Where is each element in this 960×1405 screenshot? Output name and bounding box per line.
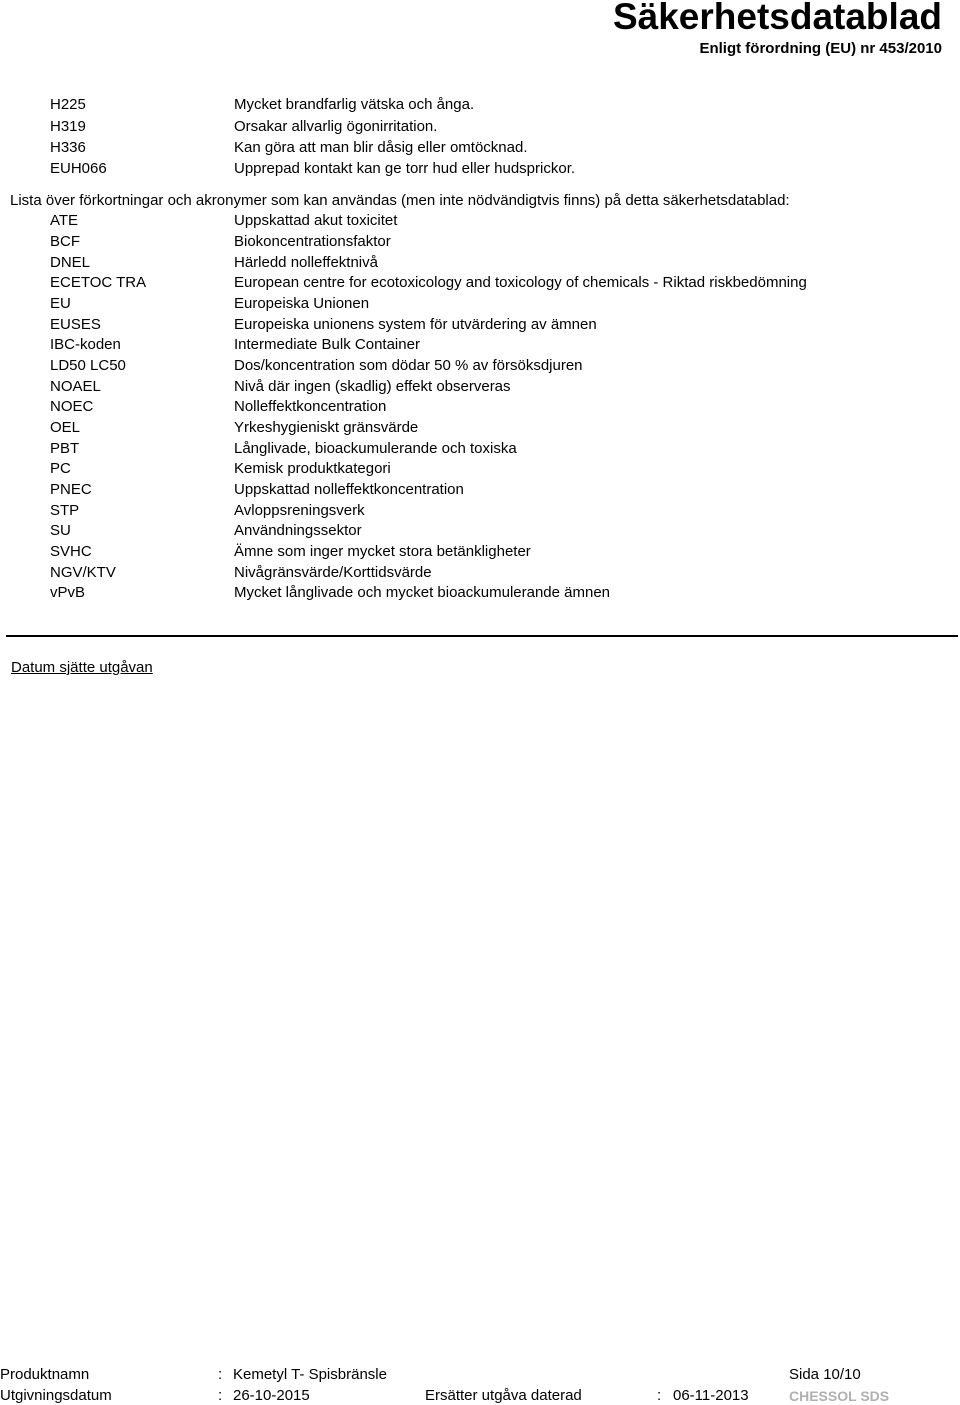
abbreviation-meaning: Intermediate Bulk Container	[234, 336, 420, 353]
replaces-date-value: 06-11-2013	[673, 1387, 749, 1404]
abbreviation-code: PNEC	[50, 481, 92, 498]
abbreviation-code: ECETOC TRA	[50, 274, 147, 291]
replaces-separator: :	[657, 1387, 662, 1404]
abbreviation-code: EUSES	[50, 316, 101, 333]
replaces-label: Ersätter utgåva daterad	[425, 1387, 582, 1404]
abbreviation-meaning: Europeiska Unionen	[234, 295, 370, 312]
abbreviation-meaning: Ämne som inger mycket stora betänkligheter	[234, 543, 531, 560]
product-name-value: Kemetyl T- Spisbränsle	[233, 1366, 387, 1383]
abbreviation-meaning: Kemisk produktkategori	[234, 460, 391, 477]
abbreviation-code: EU	[50, 295, 71, 312]
abbreviation-code: SU	[50, 522, 71, 539]
product-name-label: Produktnamn	[0, 1366, 90, 1383]
abbreviation-code: SVHC	[50, 543, 92, 560]
issue-date-separator: :	[218, 1387, 223, 1404]
abbreviation-code: BCF	[50, 233, 80, 250]
abbreviation-code: LD50 LC50	[50, 357, 126, 374]
abbreviation-meaning: Nivå där ingen (skadlig) effekt observeras	[234, 378, 511, 395]
h-statement-code: H319	[50, 118, 86, 135]
abbreviation-code: vPvB	[50, 584, 86, 601]
h-statement-code: H336	[50, 139, 86, 156]
abbreviation-meaning: Mycket långlivade och mycket bioackumulerande ämnen	[234, 584, 611, 601]
abbreviation-meaning: Dos/koncentration som dödar 50 % av försöksdjuren	[234, 357, 583, 374]
issue-date-value: 26-10-2015	[233, 1387, 310, 1404]
h-statement-text: Orsakar allvarlig ögonirritation.	[234, 118, 438, 135]
abbreviation-code: ATE	[50, 212, 79, 229]
abbreviation-meaning: Nivågränsvärde/Korttidsvärde	[234, 564, 432, 581]
h-statement-text: Upprepad kontakt kan ge torr hud eller hudsprickor.	[234, 160, 576, 177]
product-name-separator: :	[218, 1366, 223, 1383]
abbreviation-meaning: European centre for ecotoxicology and toxicology of chemicals - Riktad riskbedömning	[234, 274, 807, 291]
abbreviations-intro: Lista över förkortningar och akronymer som kan användas (men inte nödvändigtvis finns) på detta säkerhetsdatablad:	[10, 192, 790, 209]
abbreviation-meaning: Uppskattad nolleffektkoncentration	[234, 481, 464, 498]
h-statement-text: Mycket brandfarlig vätska och ånga.	[234, 96, 475, 113]
abbreviation-code: DNEL	[50, 254, 91, 271]
abbreviation-code: IBC-koden	[50, 336, 121, 353]
abbreviation-meaning: Europeiska unionens system för utvärdering av ämnen	[234, 316, 597, 333]
abbreviation-meaning: Avloppsreningsverk	[234, 502, 365, 519]
abbreviation-code: OEL	[50, 419, 81, 436]
abbreviation-code: NOAEL	[50, 378, 101, 395]
abbreviation-meaning: Uppskattad akut toxicitet	[234, 212, 398, 229]
abbreviation-meaning: Biokoncentrationsfaktor	[234, 233, 391, 250]
issue-date-label: Utgivningsdatum	[0, 1387, 112, 1404]
brand-label: CHESSOL SDS	[789, 1388, 890, 1404]
h-statement-text: Kan göra att man blir dåsig eller omtöcknad.	[234, 139, 528, 156]
h-statement-code: EUH066	[50, 160, 107, 177]
page-number: Sida 10/10	[789, 1366, 861, 1383]
section-divider	[6, 635, 958, 637]
abbreviation-meaning: Nolleffektkoncentration	[234, 398, 387, 415]
document-title: Säkerhetsdatablad	[612, 0, 942, 37]
abbreviation-meaning: Långlivade, bioackumulerande och toxiska	[234, 440, 517, 457]
abbreviation-code: NOEC	[50, 398, 94, 415]
document-subtitle: Enligt förordning (EU) nr 453/2010	[699, 40, 942, 57]
abbreviation-code: NGV/KTV	[50, 564, 116, 581]
abbreviation-code: STP	[50, 502, 80, 519]
abbreviation-code: PBT	[50, 440, 80, 457]
h-statement-code: H225	[50, 96, 86, 113]
abbreviation-meaning: Yrkeshygieniskt gränsvärde	[234, 419, 419, 436]
abbreviation-code: PC	[50, 460, 71, 477]
abbreviation-meaning: Användningssektor	[234, 522, 362, 539]
abbreviation-meaning: Härledd nolleffektnivå	[234, 254, 378, 271]
datum-heading: Datum sjätte utgåvan	[11, 659, 153, 676]
